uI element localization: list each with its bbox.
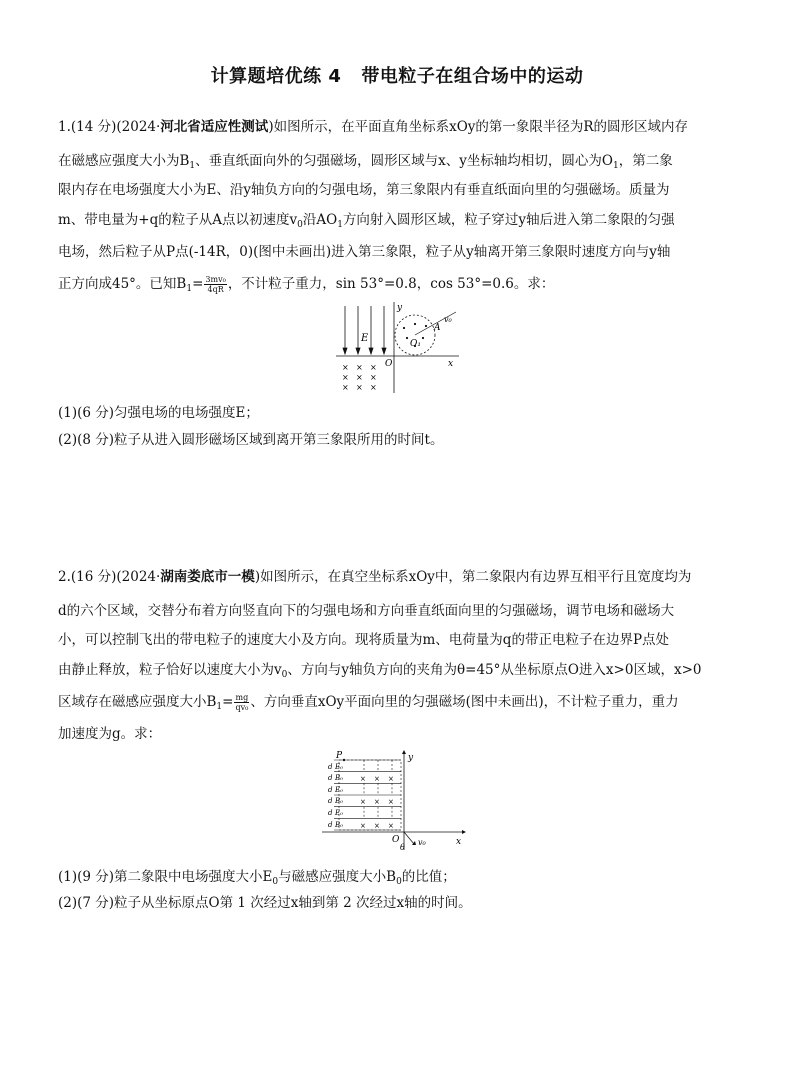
q2-text-s1c: 与磁感应强度大小B <box>278 869 397 885</box>
q2-text5a: 区域存在磁感应强度大小B <box>58 694 217 710</box>
svg-text:×: × <box>356 373 363 382</box>
q2-line2 <box>58 601 674 621</box>
label-o1: O₁ <box>410 339 421 349</box>
q2-text1: )如图所示，在真空坐标系xOy中，第二象限内有边界互相平行且宽度均为 <box>254 569 692 585</box>
svg-text:×: × <box>388 822 394 830</box>
q2-line6 <box>58 724 161 744</box>
point-p <box>343 759 345 761</box>
q1-text6c: = <box>192 276 204 292</box>
electric-field-lines <box>343 306 386 354</box>
q1-sub1 <box>58 403 259 423</box>
into-page-crosses <box>342 363 377 392</box>
q2-source: 湖南娄底市一模 <box>160 569 255 585</box>
label-v0: v₀ <box>418 838 426 847</box>
q1-sub: 1 <box>612 161 619 171</box>
q1-text5: 电场，然后粒子从P点(-14R，0)(图中未画出)进入第三象限，粒子从y轴离开第三象限时速度方向与y轴 <box>58 244 671 260</box>
q1-line2 <box>58 151 673 176</box>
svg-text:×: × <box>342 363 349 372</box>
fraction-denominator: 4qR <box>207 285 224 294</box>
label-v0: v₀ <box>444 315 452 324</box>
q1-text4e: 方向射入圆形区域，粒子穿过y轴后进入第二象限的匀强 <box>342 212 675 228</box>
q1-sub: 0 <box>297 220 303 230</box>
q1-text1: )如图所示，在平面直角坐标系xOy的第一象限半径为R的圆形区域内存 <box>268 119 689 135</box>
title-part1: 计算题培优练 4 <box>210 66 342 87</box>
svg-text:d: d <box>328 797 333 805</box>
label-p: P <box>336 751 343 761</box>
field-lines <box>364 760 392 818</box>
q1-figure <box>334 300 464 396</box>
q2-figure <box>322 750 472 854</box>
x-axis-arrow <box>462 830 466 834</box>
q2-fraction <box>234 693 249 712</box>
svg-text:d: d <box>328 821 333 829</box>
fraction-numerator: mg <box>235 693 249 702</box>
label-origin: O <box>392 835 400 845</box>
y-axis-arrow <box>402 750 406 754</box>
q2-text5d: 、方向垂直xOy平面向里的匀强磁场(图中未画出)，不计粒子重力，重力 <box>250 694 679 710</box>
q1-text6a: 正方向成45°。已知B <box>58 276 187 292</box>
svg-text:E₀: E₀ <box>335 763 343 771</box>
q1-sub2 <box>58 430 443 450</box>
q2-sub: 0 <box>281 670 288 680</box>
q1-text2c: 、垂直纸面向外的匀强磁场，圆形区域与x、y坐标轴均相切，圆心为O <box>195 153 613 169</box>
q2-text3: 小，可以控制飞出的带电粒子的速度大小及方向。现将质量为m、电荷量为q的带正电粒子在边界P点处 <box>58 632 670 648</box>
label-a: A <box>434 323 441 333</box>
label-y: y <box>408 753 414 763</box>
svg-text:×: × <box>374 798 380 806</box>
svg-text:×: × <box>370 383 377 392</box>
q1-text4c: 沿AO <box>302 212 338 228</box>
svg-text:E₀: E₀ <box>335 786 343 794</box>
svg-text:×: × <box>360 822 366 830</box>
q1-number: 1.(14 分)(2024· <box>58 119 161 135</box>
svg-text:×: × <box>374 822 380 830</box>
q1-text2a: 在磁感应强度大小为B <box>58 153 190 169</box>
velocity-arrow <box>404 832 414 844</box>
svg-text:×: × <box>356 363 363 372</box>
svg-text:×: × <box>342 373 349 382</box>
q2-sub: 1 <box>216 702 223 712</box>
svg-text:×: × <box>360 775 366 783</box>
q2-line1 <box>58 567 691 587</box>
svg-text:B₀: B₀ <box>335 797 343 805</box>
q2-text-s1a: (1)(9 分)第二象限中电场强度大小E <box>58 869 273 885</box>
label-e: E <box>361 333 369 344</box>
band-labels <box>328 763 343 829</box>
svg-text:×: × <box>360 798 366 806</box>
label-origin: O <box>385 359 393 369</box>
q2-sub1 <box>58 867 456 892</box>
q2-sub: 0 <box>272 877 279 887</box>
label-theta: θ <box>400 843 405 852</box>
q2-subquestion2: (2)(7 分)粒子从坐标原点O第 1 次经过x轴到第 2 次经过x轴的时间。 <box>58 895 472 911</box>
q1-line1 <box>58 117 688 137</box>
label-y: y <box>397 303 403 313</box>
q1-line5 <box>58 242 670 262</box>
q1-text4a: m、带电量为+q的粒子从A点以初速度v <box>58 212 298 228</box>
fraction-denominator: qv₀ <box>235 703 249 712</box>
label-x: x <box>456 837 462 847</box>
q1-line3 <box>58 180 669 200</box>
page-title <box>0 62 794 88</box>
q1-text2e: ，第二象 <box>618 153 673 169</box>
svg-text:d: d <box>328 809 333 817</box>
svg-text:×: × <box>342 383 349 392</box>
svg-text:B₀: B₀ <box>335 821 343 829</box>
q1-text6d: ，不计粒子重力，sin 53°=0.8，cos 53°=0.6。求： <box>227 276 555 292</box>
q2-text-s1e: 的比值； <box>401 869 456 885</box>
q2-sub2 <box>58 893 472 913</box>
q2-text4c: 、方向与y轴负方向的夹角为θ=45°从坐标原点O进入x>0区域，x>0 <box>287 662 702 678</box>
q1-subquestion1: (1)(6 分)匀强电场的电场强度E； <box>58 405 259 421</box>
q2-line5 <box>58 692 679 717</box>
svg-text:×: × <box>374 775 380 783</box>
q2-line3 <box>58 630 669 650</box>
q1-fraction <box>204 275 226 294</box>
q2-text4a: 由静止释放，粒子恰好以速度大小为v <box>58 662 282 678</box>
q2-line4 <box>58 660 701 685</box>
q2-text5c: = <box>222 694 234 710</box>
q1-line6 <box>58 274 554 299</box>
svg-text:×: × <box>356 383 363 392</box>
q2-sub: 0 <box>396 877 402 887</box>
q1-sub: 1 <box>186 284 193 294</box>
q1-text3: 限内存在电场强度大小为E、沿y轴负方向的匀强电场，第三象限内有垂直纸面向里的匀强磁场。质量为 <box>58 182 670 198</box>
svg-text:B₀: B₀ <box>335 774 343 782</box>
q1-subquestion2: (2)(8 分)粒子从进入圆形磁场区域到离开第三象限所用的时间t。 <box>58 432 444 448</box>
title-part2: 带电粒子在组合场中的运动 <box>361 66 584 87</box>
svg-text:×: × <box>388 775 394 783</box>
q2-text6: 加速度为g。求： <box>58 726 162 742</box>
svg-text:×: × <box>370 373 377 382</box>
band-boundaries <box>334 760 401 830</box>
q1-source: 河北省适应性测试 <box>160 119 269 135</box>
svg-text:×: × <box>388 798 394 806</box>
svg-text:×: × <box>370 363 377 372</box>
q1-sub: 1 <box>337 220 343 230</box>
label-x: x <box>448 359 454 369</box>
svg-text:E₀: E₀ <box>335 809 343 817</box>
svg-text:d: d <box>328 786 333 794</box>
q1-sub: 1 <box>189 161 196 171</box>
q2-number: 2.(16 分)(2024· <box>58 569 161 585</box>
velocity-arrowhead <box>412 841 416 845</box>
fraction-numerator: 3mv₀ <box>205 275 226 284</box>
q2-text2: d的六个区域，交替分布着方向竖直向下的匀强电场和方向垂直纸面向里的匀强磁场，调节电场和磁场大 <box>58 603 675 619</box>
svg-text:d: d <box>328 763 333 771</box>
svg-text:d: d <box>328 774 333 782</box>
q1-line4 <box>58 210 675 235</box>
